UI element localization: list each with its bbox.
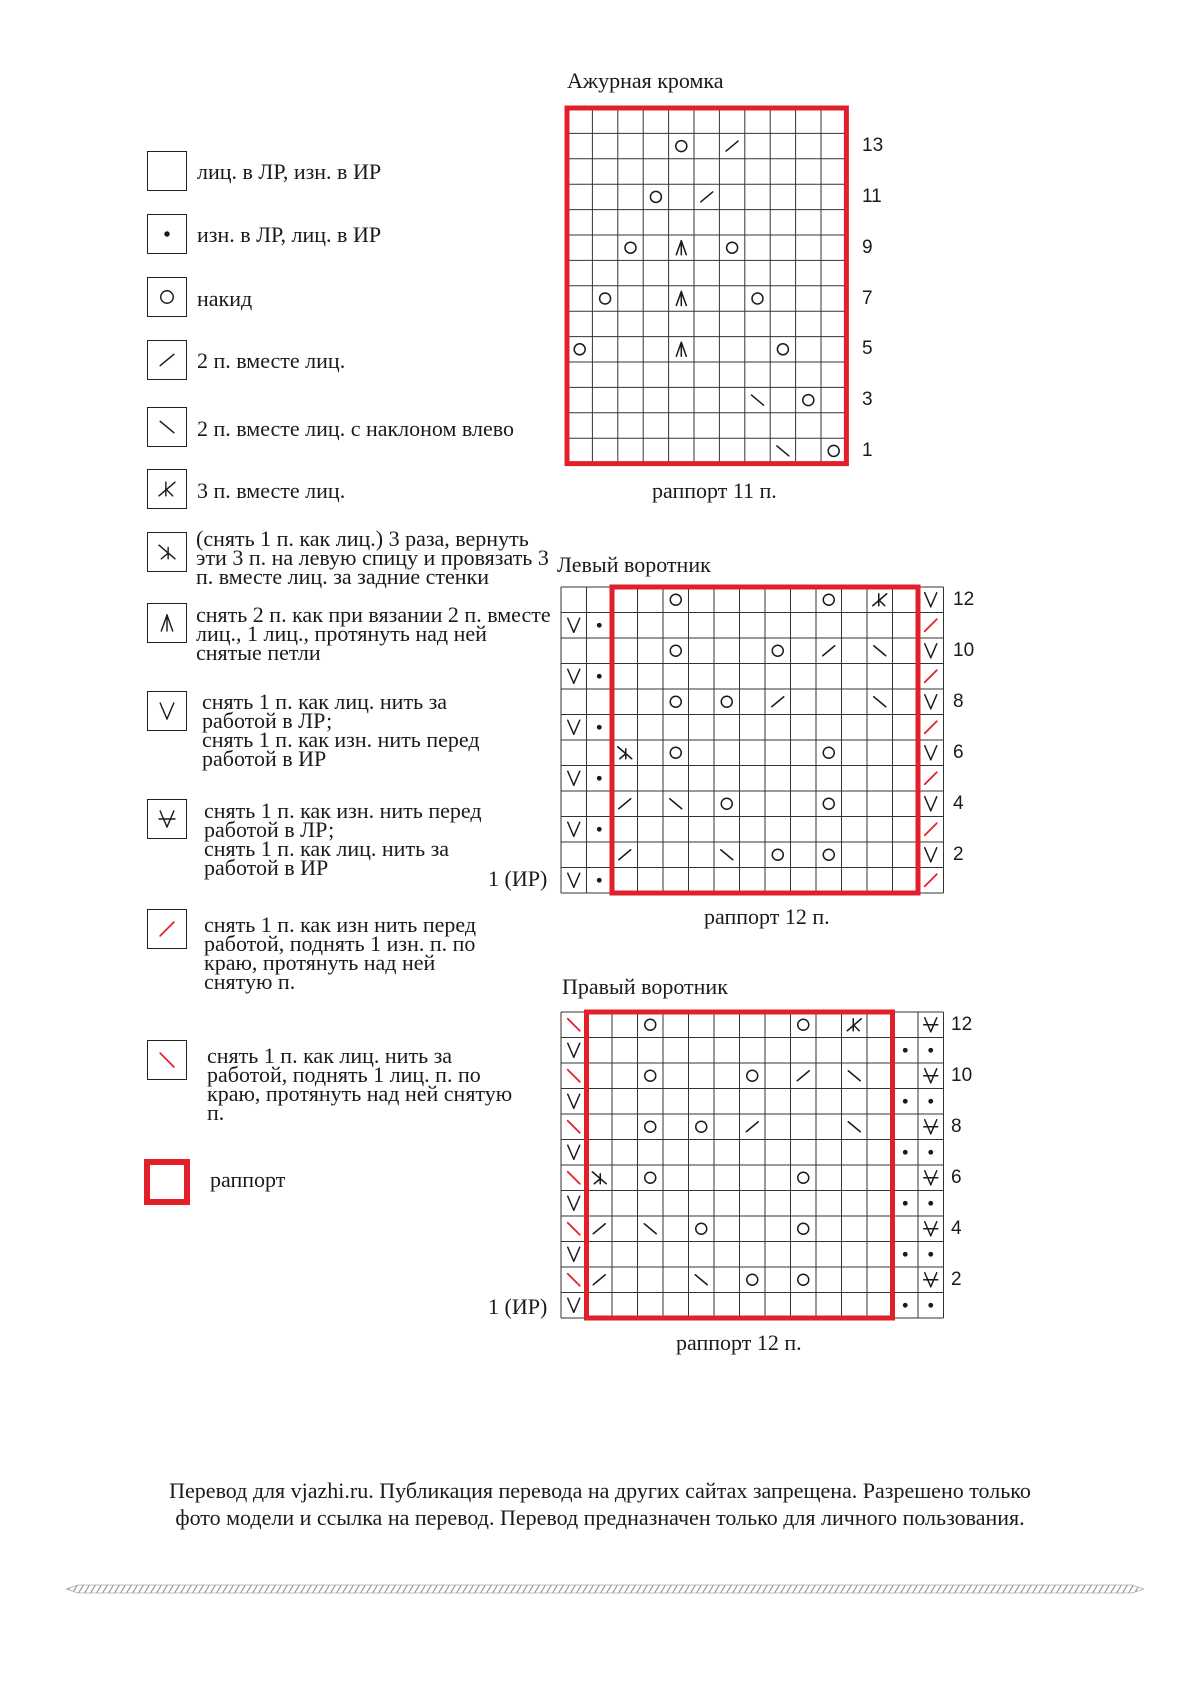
row-number-label: 13	[862, 135, 884, 157]
legend-k3tog-text: 3 п. вместе лиц.	[197, 478, 346, 503]
legend-knit-icon	[147, 151, 187, 191]
sssk-icon	[159, 545, 175, 559]
chart-cell	[928, 1150, 933, 1155]
cdd-icon	[161, 615, 172, 631]
legend-red-backslash-icon	[147, 1040, 187, 1080]
edge-chart	[565, 106, 848, 466]
purl-dot-icon	[903, 1252, 908, 1257]
purl-dot-icon	[597, 623, 602, 628]
legend-red-slash-text: снять 1 п. как изн нить перед работой, поднять 1 изн. п. по краю, протянуть над ней снятую п.	[204, 912, 477, 994]
edge-chart-title: Ажурная кромка	[567, 68, 724, 93]
left-collar-chart	[559, 585, 946, 895]
k2tog-icon	[160, 354, 174, 365]
chart-cell	[903, 1303, 908, 1308]
row-number-label: 8	[951, 1115, 962, 1137]
purl-dot-icon	[903, 1201, 908, 1206]
purl-dot-icon	[164, 231, 169, 236]
legend-purl-dot-icon	[147, 214, 187, 254]
purl-dot-icon	[928, 1048, 933, 1053]
legend-ssk-text: 2 п. вместе лиц. с наклоном влево	[197, 416, 515, 441]
chart-cell	[928, 1099, 933, 1104]
row-number-label: 8	[953, 690, 964, 712]
purl-dot-icon	[597, 878, 602, 883]
chart-cell	[928, 1201, 933, 1206]
legend-rapport-icon	[144, 1159, 190, 1205]
legend-red-slash-icon	[147, 909, 187, 949]
legend-purl-text: изн. в ЛР, лиц. в ИР	[197, 222, 382, 247]
left-collar-title: Левый воротник	[557, 552, 711, 577]
legend-slip-knitwise-icon	[147, 691, 187, 731]
red-backslash-icon	[160, 1053, 174, 1067]
purl-dot-icon	[928, 1303, 933, 1308]
footer-line-2: фото модели и ссылка на перевод. Перевод предназначен только для личного пользования.	[175, 1505, 1025, 1530]
row-number-label: 11	[862, 185, 882, 207]
purl-dot-icon	[903, 1048, 908, 1053]
footer-line-1: Перевод для vjazhi.ru. Публикация перевода на других сайтах запрещена. Разрешено только	[169, 1478, 1031, 1503]
legend-ssk-icon	[147, 407, 187, 447]
chart-cell	[903, 1048, 908, 1053]
legend-sssk-text: (снять 1 п. как лиц.) 3 раза, вернуть эти 3 п. на левую спицу и провязать 3 п. вместе лиц. за задние стенки	[196, 526, 549, 589]
row-number-label: 4	[953, 792, 964, 814]
k3tog-icon	[159, 482, 175, 496]
legend-rapport-text: раппорт	[210, 1167, 286, 1192]
chart-cell	[597, 878, 602, 883]
purl-dot-icon	[928, 1150, 933, 1155]
chart-cell	[903, 1099, 908, 1104]
legend-k2tog-icon	[147, 340, 187, 380]
chart-cell	[597, 827, 602, 832]
chart-cell	[903, 1252, 908, 1257]
ssk-icon	[160, 421, 174, 432]
slip-knitwise-icon	[160, 703, 174, 719]
chart-cell	[903, 1201, 908, 1206]
legend-cdd-text: снять 2 п. как при вязании 2 п. вместе лиц., 1 лиц., протянуть над ней снятые петли	[196, 602, 551, 665]
row-number-label: 6	[951, 1166, 962, 1188]
row-number-label: 12	[951, 1013, 973, 1035]
right-collar-caption: раппорт 12 п.	[676, 1330, 802, 1355]
legend-slip-purlwise-icon	[147, 799, 187, 839]
purl-dot-icon	[903, 1099, 908, 1104]
purl-dot-icon	[928, 1099, 933, 1104]
row-number-label: 2	[951, 1268, 962, 1290]
row-number-label: 9	[862, 236, 873, 258]
chart-cell	[597, 776, 602, 781]
purl-dot-icon	[903, 1150, 908, 1155]
legend-yarn-over-icon	[147, 277, 187, 317]
purl-dot-icon	[597, 674, 602, 679]
purl-dot-icon	[903, 1303, 908, 1308]
slip-purlwise-icon	[159, 811, 175, 827]
row-number-label: 5	[862, 338, 873, 360]
row-number-label: 7	[862, 287, 873, 309]
row-number-label: 4	[951, 1217, 962, 1239]
edge-chart-caption: раппорт 11 п.	[652, 478, 777, 503]
row-number-label: 10	[951, 1064, 973, 1086]
legend-knit-text: лиц. в ЛР, изн. в ИР	[197, 159, 382, 184]
right-collar-title: Правый воротник	[562, 974, 728, 999]
chart-cell	[597, 725, 602, 730]
purl-dot-icon	[597, 827, 602, 832]
row-number-label: 3	[862, 389, 873, 411]
row-number-label: 2	[953, 843, 964, 865]
purl-dot-icon	[928, 1252, 933, 1257]
legend-red-backslash-text: снять 1 п. как лиц. нить за работой, поднять 1 лиц. п. по краю, протянуть над ней снятую п.	[207, 1043, 513, 1125]
legend-slip-purlwise-text: снять 1 п. как изн. нить перед работой в ЛР; снять 1 п. как лиц. нить за работой в ИР	[204, 798, 482, 880]
purl-dot-icon	[597, 776, 602, 781]
row-number-label: 6	[953, 741, 964, 763]
chart-cell	[928, 1252, 933, 1257]
right-collar-side-label: 1 (ИР)	[488, 1294, 548, 1319]
right-collar-chart	[559, 1010, 946, 1320]
footer-divider	[66, 1584, 1144, 1594]
legend-sssk-icon	[147, 532, 187, 572]
left-collar-side-label: 1 (ИР)	[488, 866, 548, 891]
row-number-label: 12	[953, 588, 975, 610]
row-number-label: 1	[862, 439, 873, 461]
row-number-label: 10	[953, 639, 975, 661]
red-slash-icon	[160, 922, 174, 936]
legend-yarn-over-text: накид	[197, 286, 253, 311]
chart-cell	[597, 623, 602, 628]
legend-cdd-icon	[147, 603, 187, 643]
legend-slip-knitwise-text: снять 1 п. как лиц. нить за работой в ЛР; снять 1 п. как изн. нить перед работой в ИР	[202, 689, 480, 771]
legend-k3tog-icon	[147, 469, 187, 509]
chart-cell	[928, 1048, 933, 1053]
chart-cell	[928, 1303, 933, 1308]
chart-cell	[903, 1150, 908, 1155]
legend-k2tog-text: 2 п. вместе лиц.	[197, 348, 346, 373]
chart-cell	[597, 674, 602, 679]
purl-dot-icon	[597, 725, 602, 730]
left-collar-caption: раппорт 12 п.	[704, 904, 830, 929]
yarn-over-icon	[161, 291, 174, 304]
purl-dot-icon	[928, 1201, 933, 1206]
